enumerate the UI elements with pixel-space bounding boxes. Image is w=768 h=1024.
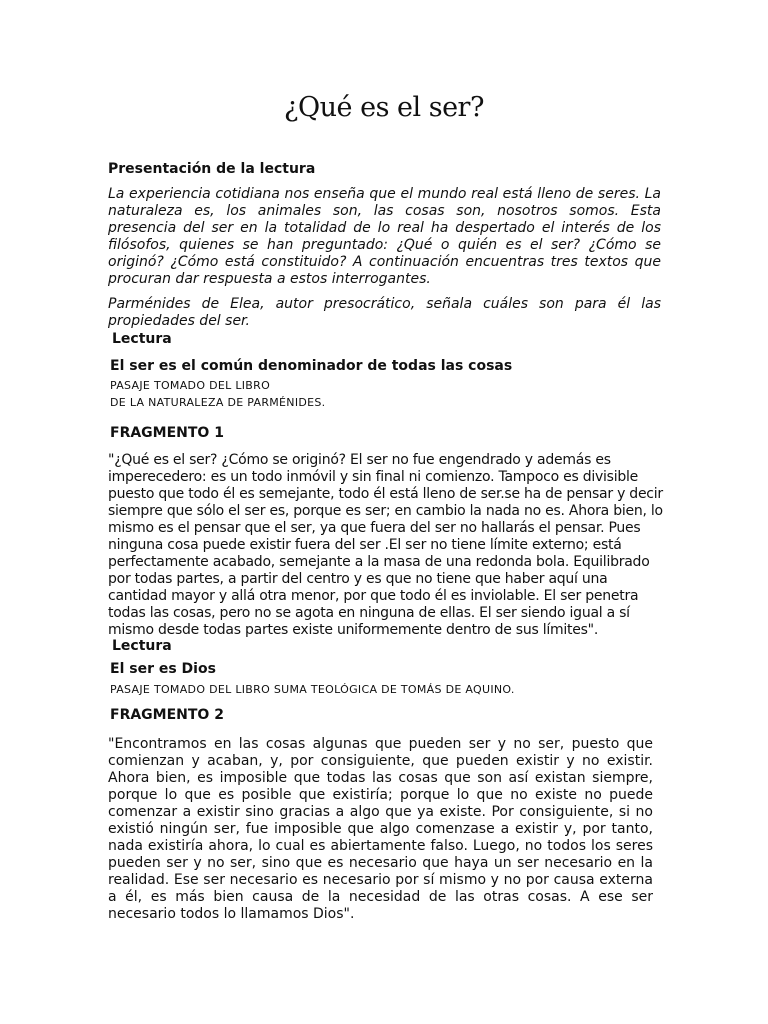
lectura-2-label: Lectura [112, 638, 172, 654]
lectura-2-heading: El ser es Dios [110, 661, 216, 677]
fragment-2-text: "Encontramos en las cosas algunas que pueden ser y no ser, puesto que comienzan y acaban, y, por consiguiente, que pueden existir y no existir. Ahora bien, es imposible que todas las cosas que son así existan siempre, porque lo que es posible que existiría; porque lo que no existe no puede comenzar a existir sino gracias a algo que ya existe. Por consiguiente, si no existió ningún ser, fue imposible que algo comenzase a existir y, por tanto, nada existiría ahora, lo cual es abiertamente falso. Luego, no todos los seres pueden ser y no ser, sino que es necesario que haya un ser necesario en la realidad. Ese ser necesario es necesario por sí mismo y no por causa externa a él, es más bien causa de la necesidad de las otras cosas. A ese ser necesario todos lo llamamos Dios". [108, 736, 653, 922]
fragment-2-label: FRAGMENTO 2 [110, 707, 224, 723]
presentacion-paragraph-1: La experiencia cotidiana nos enseña que el mundo real está lleno de seres. La naturaleza es, los animales son, las cosas son, nosotros somos. Esta presencia del ser en la totalidad de lo real ha despertado el interés de los filósofos, quienes se han preguntado: ¿Qué o quién es el ser? ¿Cómo se originó? ¿Cómo está constituido? A continuación encuentras tres textos que procuran dar respuesta a estos interrogantes. [108, 186, 661, 287]
page-title: ¿Qué es el ser? [284, 92, 484, 123]
presentacion-paragraph-2: Parménides de Elea, autor presocrático, señala cuáles son para él las propiedades del ser. [108, 296, 661, 329]
fragment-1-text: "¿Qué es el ser? ¿Cómo se originó? El ser no fue engendrado y además es imperecedero: es un todo inmóvil y sin final ni comienzo. Tampoco es divisible puesto que todo él es semejante, todo él está lleno de ser.se ha de pensar y decir siempre que sólo el ser es, porque es ser; en cambio la nada no es. Ahora bien, lo mismo es el pensar que el ser, ya que fuera del ser no hallarás el pensar. Pues ninguna cosa puede existir fuera del ser .El ser no tiene límite externo; está perfectamente acabado, semejante a la masa de una redonda bola. Equilibrado por todas partes, a partir del centro y es que no tiene que haber aquí una cantidad mayor y allá otra menor, por que todo él es inviolable. El ser penetra todas las cosas, pero no se agota en ninguna de ellas. El ser siendo igual a sí mismo desde todas partes existe uniformemente dentro de sus límites". [108, 452, 663, 638]
presentacion-heading: Presentación de la lectura [108, 161, 316, 177]
lectura-2-source-line-1: PASAJE TOMADO DEL LIBRO SUMA TEOLÓGICA DE TOMÁS DE AQUINO. [110, 683, 515, 696]
lectura-1-source-line-2: DE LA NATURALEZA DE PARMÉNIDES. [110, 396, 326, 409]
fragment-1-label: FRAGMENTO 1 [110, 425, 224, 441]
lectura-1-heading: El ser es el común denominador de todas las cosas [110, 358, 513, 374]
lectura-1-source-line-1: PASAJE TOMADO DEL LIBRO [110, 379, 271, 392]
lectura-1-label: Lectura [112, 331, 172, 347]
